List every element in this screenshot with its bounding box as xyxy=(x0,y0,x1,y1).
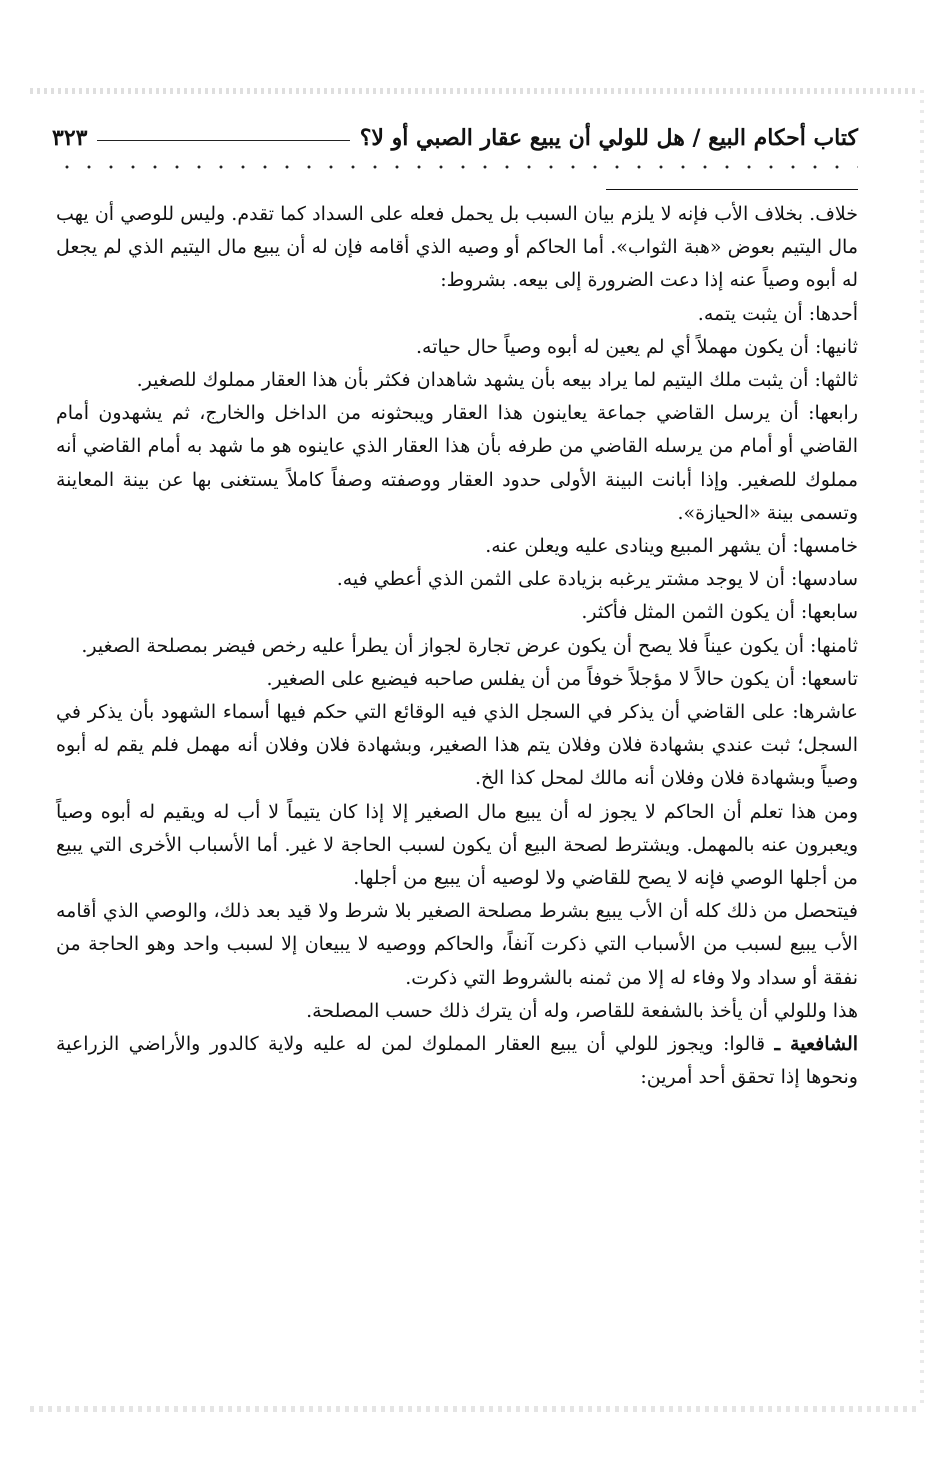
condition-10: عاشرها: على القاضي أن يذكر في السجل الذي فيه الوقائع التي حكم فيها أسماء الشهود بأن يذكر في السجل؛ ثبت عندي بشهادة فلان وفلان يتم هذا الصغير، وبشهادة فلان وفلان أنه مهمل فلم يقم له أبوه وصياً وبشهادة فلان وفلان أنه مالك لمحل كذا الخ. xyxy=(56,701,858,790)
paragraph-shufa: هذا وللولي أن يأخذ بالشفعة للقاصر، وله أن يترك ذلك حسب المصلحة. xyxy=(306,999,858,1022)
shafiiyya-text: قالوا: ويجوز للولي أن يبيع العقار المملوك لمن له عليه ولاية كالدور والأراضي الزراعية ونحوها إذا تحقق أحد أمرين: xyxy=(56,1033,858,1089)
header-rule xyxy=(97,140,349,141)
running-title: كتاب أحكام البيع / هل للولي أن يبيع عقار الصبي أو لا؟ xyxy=(359,125,858,151)
paragraph-shafiiyya xyxy=(56,1028,858,1094)
school-name-shafiiyya: الشافعية ـ xyxy=(774,1033,859,1056)
condition-1: أحدها: أن يثبت يتمه. xyxy=(697,302,858,325)
dotted-divider xyxy=(56,164,858,170)
scan-noise-bottom xyxy=(30,1406,916,1412)
condition-6: سادسها: أن لا يوجد مشتر يرغبه بزيادة على الثمن الذي أعطي فيه. xyxy=(336,568,858,591)
page-number: ٣٢٣ xyxy=(52,125,88,151)
page-body xyxy=(56,198,858,1094)
paragraph-summary-hakim: ومن هذا تعلم أن الحاكم لا يجوز له أن يبيع مال الصغير إلا إذا كان يتيماً لا أب له ويقيم له أبوه وصياً ويعبرون عنه بالمهمل. ويشترط لصحة البيع أن يكون لسبب الحاجة لا غير. أما الأسباب الأخرى التي يبيع من أجلها الوصي فإنه لا يصح للقاضي ولا لوصيه أن يبيع من أجلها. xyxy=(56,800,858,890)
continuation-rule xyxy=(606,189,858,190)
scan-noise-right xyxy=(920,90,924,1410)
paragraph-summary-all: فيتحصل من ذلك كله أن الأب يبيع بشرط مصلحة الصغير بلا شرط ولا قيد بعد ذلك، والوصي الذي أقامه الأب يبيع لسبب من الأسباب التي ذكرت آنفاً، والحاكم ووصيه لا يبيعان إلا لسبب واحد وهو الحاجة من نفقة أو سداد ولا وفاء له إلا من ثمنه بالشروط التي ذكرت. xyxy=(56,900,858,989)
condition-9: تاسعها: أن يكون حالاً لا مؤجلاً خوفاً من أن يفلس صاحبه فيضيع على الصغير. xyxy=(266,667,858,690)
condition-4: رابعها: أن يرسل القاضي جماعة يعاينون هذا العقار ويبحثونه من الداخل والخارج، ثم يشهدون أمام القاضي أو أمام من يرسله القاضي من طرفه بأن هذا العقار الذي عاينوه هو ما شهد به أمام القاضي أنه مملوك للصغير. وإذا أبانت البينة الأولى حدود العقار ووصفته وصفاً كاملاً يستغنى بها عن بينة المعاينة وتسمى بينة «الحيازة». xyxy=(56,402,858,524)
condition-5: خامسها: أن يشهر المبيع وينادى عليه ويعلن عنه. xyxy=(485,535,858,558)
scan-noise-top xyxy=(30,88,916,94)
condition-8: ثامنها: أن يكون عيناً فلا يصح أن يكون عرض تجارة لجواز أن يطرأ عليه رخص فيضر بمصلحة الصغير. xyxy=(81,634,858,657)
condition-7: سابعها: أن يكون الثمن المثل فأكثر. xyxy=(581,601,858,624)
paragraph-continuation: خلاف. بخلاف الأب فإنه لا يلزم بيان السبب بل يحمل فعله على السداد كما تقدم. وليس للوصي أن يهب مال اليتيم بعوض «هبة الثواب». أما الحاكم أو وصيه الذي أقامه فإن له أن يبيع مال اليتيم الذي لم يجعل له أبوه وصياً عنه إذا دعت الضرورة إلى بيعه. بشروط: xyxy=(56,203,858,292)
page-header xyxy=(52,118,858,158)
condition-3: ثالثها: أن يثبت ملك اليتيم لما يراد بيعه بأن يشهد شاهدان فكثر بأن هذا العقار مملوك للصغير. xyxy=(136,369,858,392)
condition-2: ثانيها: أن يكون مهملاً أي لم يعين له أبوه وصياً حال حياته. xyxy=(415,335,858,358)
